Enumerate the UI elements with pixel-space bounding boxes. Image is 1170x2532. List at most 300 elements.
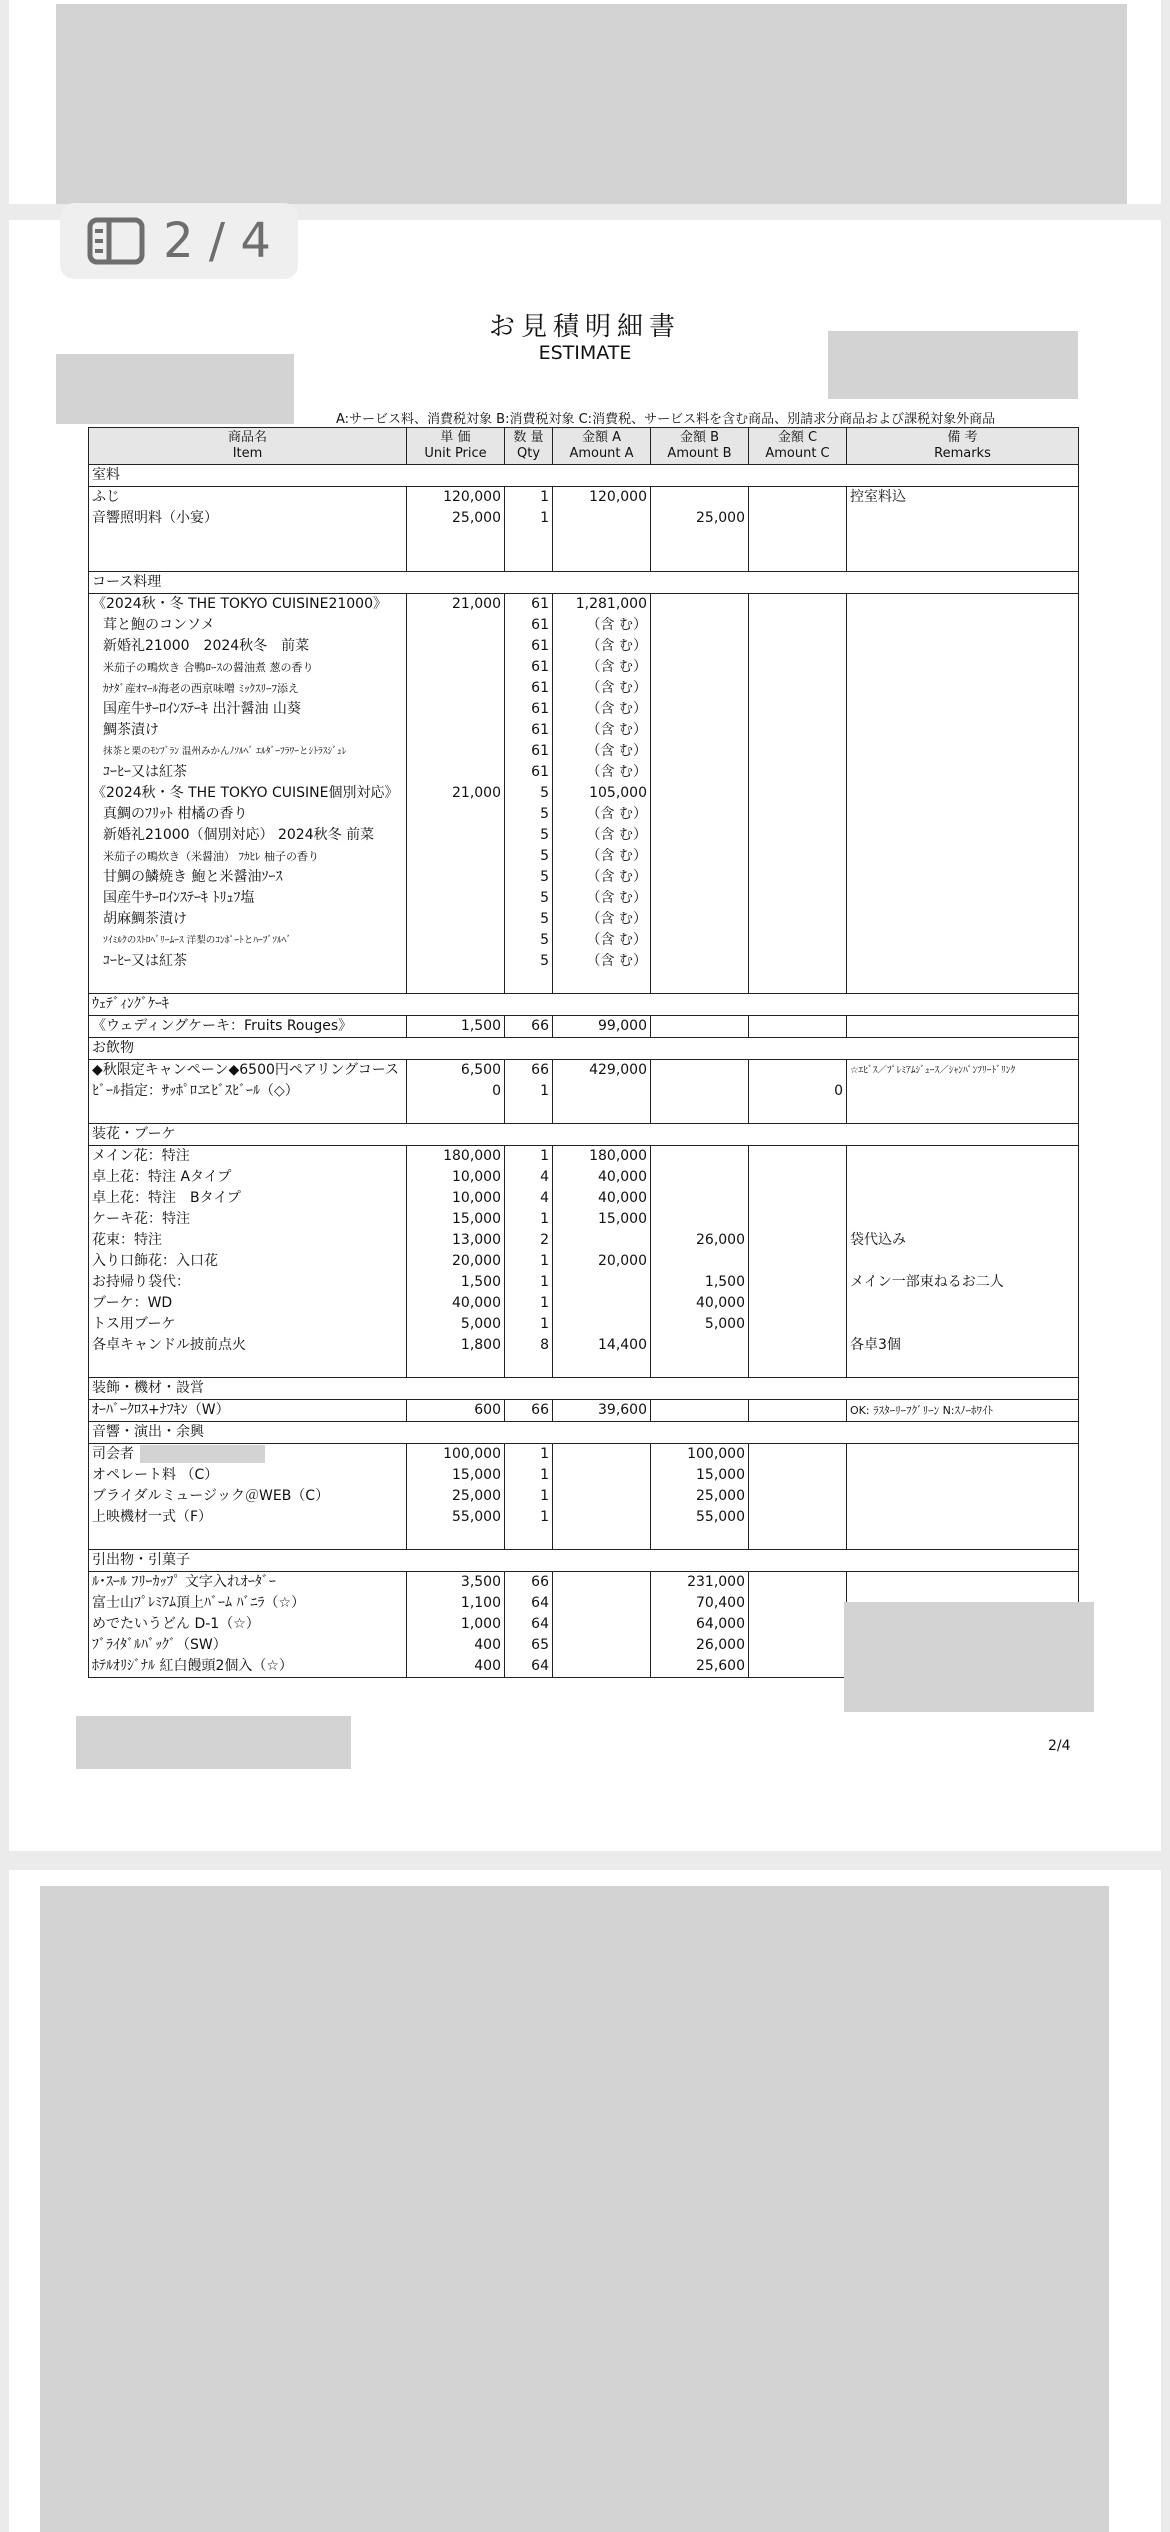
remarks-cell xyxy=(847,508,1079,529)
empty-cell xyxy=(749,1528,847,1550)
amount-b-cell xyxy=(651,657,749,678)
empty-cell xyxy=(505,1038,553,1060)
unit-price-text: 15,000 xyxy=(452,1211,501,1227)
amount-a-cell xyxy=(553,1486,651,1507)
table-row xyxy=(89,657,1079,678)
amount-b-cell xyxy=(651,1209,749,1230)
column-header-en: Amount C xyxy=(765,446,830,461)
qty-cell xyxy=(505,951,553,972)
empty-cell xyxy=(505,1102,553,1124)
item-cell xyxy=(89,1272,407,1293)
unit-price-cell xyxy=(407,1400,505,1422)
unit-price-cell xyxy=(407,1146,505,1168)
qty-cell xyxy=(505,1060,553,1082)
amount-a-cell xyxy=(553,1465,651,1486)
item-text: ﾌﾞﾗｲﾀﾞﾙﾊﾞｯｸﾞ（SW） xyxy=(92,1637,227,1653)
qty-text: 4 xyxy=(540,1169,549,1185)
item-text: ｺｰﾋｰ又は紅茶 xyxy=(103,764,187,780)
amount-c-cell xyxy=(749,951,847,972)
qty-cell xyxy=(505,1614,553,1635)
amount-a-cell xyxy=(553,1656,651,1678)
amount-c-cell xyxy=(749,1167,847,1188)
qty-text: 61 xyxy=(531,659,549,675)
qty-text: 1 xyxy=(540,1446,549,1462)
amount-c-cell xyxy=(749,1400,847,1422)
empty-cell xyxy=(407,994,505,1016)
section-title: コース料理 xyxy=(89,572,407,594)
item-cell xyxy=(89,1400,407,1422)
unit-price-cell xyxy=(407,783,505,804)
amount-a-text: （含 む） xyxy=(586,869,647,885)
remarks-cell xyxy=(847,867,1079,888)
amount-c-cell xyxy=(749,1314,847,1335)
amount-a-cell xyxy=(553,741,651,762)
section-header-row xyxy=(89,572,1079,594)
amount-a-text: （含 む） xyxy=(586,827,647,843)
empty-cell xyxy=(553,1550,651,1572)
qty-cell xyxy=(505,699,553,720)
item-cell xyxy=(89,909,407,930)
column-header-ja: 金額 C xyxy=(777,430,818,445)
amount-a-cell xyxy=(553,1507,651,1528)
remarks-cell xyxy=(847,762,1079,783)
unit-price-cell xyxy=(407,762,505,783)
remarks-cell xyxy=(847,594,1079,616)
redacted-block xyxy=(828,331,1078,399)
amount-a-cell xyxy=(553,888,651,909)
unit-price-text: 5,000 xyxy=(460,1316,501,1332)
empty-cell xyxy=(847,1356,1079,1378)
empty-cell xyxy=(505,1422,553,1444)
item-cell xyxy=(89,1593,407,1614)
item-text: 司会者 xyxy=(92,1446,134,1462)
amount-a-cell xyxy=(553,636,651,657)
empty-cell xyxy=(407,550,505,572)
amount-b-text: 26,000 xyxy=(696,1637,745,1653)
empty-cell xyxy=(847,1102,1079,1124)
amount-c-cell xyxy=(749,1016,847,1038)
item-cell xyxy=(89,699,407,720)
table-row xyxy=(89,741,1079,762)
amount-b-cell xyxy=(651,1314,749,1335)
item-text: ふじ xyxy=(92,489,120,505)
amount-b-cell xyxy=(651,1251,749,1272)
amount-c-cell xyxy=(749,1146,847,1168)
table-row xyxy=(89,804,1079,825)
item-text: 新婚礼21000（個別対応） 2024秋冬 前菜 xyxy=(103,827,375,843)
item-text: 鯛茶漬け xyxy=(103,722,159,738)
redacted-block xyxy=(76,1716,351,1769)
amount-a-text: 105,000 xyxy=(589,785,647,801)
empty-cell xyxy=(553,572,651,594)
amount-a-cell xyxy=(553,1335,651,1356)
amount-a-text: （含 む） xyxy=(586,932,647,948)
qty-cell xyxy=(505,1230,553,1251)
empty-cell xyxy=(553,994,651,1016)
amount-b-cell xyxy=(651,615,749,636)
amount-a-text: （含 む） xyxy=(586,638,647,654)
amount-a-cell xyxy=(553,1251,651,1272)
amount-b-cell xyxy=(651,1635,749,1656)
section-header-row xyxy=(89,1550,1079,1572)
table-row xyxy=(89,1272,1079,1293)
amount-b-cell xyxy=(651,594,749,616)
amount-a-cell xyxy=(553,678,651,699)
unit-price-cell xyxy=(407,804,505,825)
column-header xyxy=(505,428,553,465)
amount-b-cell xyxy=(651,762,749,783)
remarks-cell xyxy=(847,615,1079,636)
amount-b-text: 25,000 xyxy=(696,510,745,526)
amount-b-cell xyxy=(651,1486,749,1507)
empty-cell xyxy=(651,972,749,994)
amount-b-cell xyxy=(651,1593,749,1614)
amount-c-cell xyxy=(749,1293,847,1314)
amount-c-cell xyxy=(749,636,847,657)
amount-b-cell xyxy=(651,951,749,972)
amount-c-cell xyxy=(749,699,847,720)
item-text: オペレート料 （C） xyxy=(92,1467,219,1483)
unit-price-text: 15,000 xyxy=(452,1467,501,1483)
empty-cell xyxy=(89,1102,407,1124)
remarks-cell xyxy=(847,1572,1079,1594)
item-text: 抹茶と栗のﾓﾝﾌﾞﾗﾝ 温州みかんﾉｿﾙﾍﾞ ｴﾙﾀﾞｰﾌﾗﾜｰとｼﾄﾗｽｼﾞｭﾚ xyxy=(103,746,347,757)
qty-cell xyxy=(505,1465,553,1486)
empty-cell xyxy=(651,550,749,572)
qty-cell xyxy=(505,930,553,951)
item-cell xyxy=(89,678,407,699)
amount-c-cell xyxy=(749,678,847,699)
qty-text: 1 xyxy=(540,1467,549,1483)
empty-cell xyxy=(553,529,651,550)
amount-b-cell xyxy=(651,1444,749,1466)
qty-cell xyxy=(505,1335,553,1356)
qty-cell xyxy=(505,1251,553,1272)
table-row xyxy=(89,951,1079,972)
amount-a-text: （含 む） xyxy=(586,806,647,822)
qty-text: 1 xyxy=(540,1211,549,1227)
section-header-row xyxy=(89,1038,1079,1060)
section-header-row xyxy=(89,465,1079,487)
remarks-text: 各卓3個 xyxy=(850,1337,901,1353)
table-row xyxy=(89,1060,1079,1082)
amount-b-cell xyxy=(651,804,749,825)
amount-a-text: （含 む） xyxy=(586,722,647,738)
table-row xyxy=(89,678,1079,699)
qty-text: 61 xyxy=(531,596,549,612)
amount-b-cell xyxy=(651,1272,749,1293)
item-cell xyxy=(89,867,407,888)
item-text: 卓上花：特注 Aタイプ xyxy=(92,1169,232,1185)
empty-cell xyxy=(749,1038,847,1060)
qty-cell xyxy=(505,846,553,867)
qty-text: 64 xyxy=(531,1595,549,1611)
table-header xyxy=(89,428,1079,465)
item-cell xyxy=(89,825,407,846)
amount-a-cell xyxy=(553,487,651,509)
amount-c-cell xyxy=(749,804,847,825)
unit-price-cell xyxy=(407,1209,505,1230)
unit-price-cell xyxy=(407,1593,505,1614)
unit-price-cell xyxy=(407,1060,505,1082)
qty-text: 1 xyxy=(540,1488,549,1504)
qty-cell xyxy=(505,909,553,930)
table-row xyxy=(89,1146,1079,1168)
empty-cell xyxy=(89,1528,407,1550)
qty-cell xyxy=(505,657,553,678)
item-text: ｶﾅﾀﾞ産ｵﾏｰﾙ海老の西京味噌 ﾐｯｸｽﾘｰﾌ添え xyxy=(103,682,299,695)
amount-b-cell xyxy=(651,1188,749,1209)
item-text: 胡麻鯛茶漬け xyxy=(103,911,187,927)
amount-c-cell xyxy=(749,909,847,930)
column-header-en: Amount B xyxy=(667,446,732,461)
item-text: ブーケ：WD xyxy=(92,1295,173,1311)
amount-c-cell xyxy=(749,1209,847,1230)
remarks-cell xyxy=(847,657,1079,678)
table-row xyxy=(89,783,1079,804)
qty-cell xyxy=(505,678,553,699)
amount-a-text: （含 む） xyxy=(586,701,647,717)
remarks-cell xyxy=(847,1167,1079,1188)
remarks-cell xyxy=(847,1209,1079,1230)
unit-price-cell xyxy=(407,678,505,699)
amount-a-cell xyxy=(553,930,651,951)
qty-text: 1 xyxy=(540,1509,549,1525)
amount-a-cell xyxy=(553,615,651,636)
empty-cell xyxy=(407,1102,505,1124)
column-header-ja: 金額 B xyxy=(679,430,720,445)
table-row xyxy=(89,1230,1079,1251)
section-title: 音響・演出・余興 xyxy=(89,1422,407,1444)
qty-cell xyxy=(505,1486,553,1507)
amount-c-cell xyxy=(749,1060,847,1082)
remarks-cell xyxy=(847,909,1079,930)
item-cell xyxy=(89,783,407,804)
blank-row xyxy=(89,1356,1079,1378)
qty-cell xyxy=(505,1272,553,1293)
amount-b-cell xyxy=(651,1016,749,1038)
empty-cell xyxy=(847,550,1079,572)
empty-cell xyxy=(407,1356,505,1378)
remarks-cell xyxy=(847,1486,1079,1507)
empty-cell xyxy=(407,1124,505,1146)
unit-price-text: 180,000 xyxy=(443,1148,501,1164)
empty-cell xyxy=(847,972,1079,994)
empty-cell xyxy=(847,1550,1079,1572)
remarks-cell xyxy=(847,678,1079,699)
qty-text: 66 xyxy=(531,1018,549,1034)
qty-text: 61 xyxy=(531,617,549,633)
amount-b-cell xyxy=(651,909,749,930)
qty-cell xyxy=(505,1444,553,1466)
amount-a-text: 40,000 xyxy=(598,1190,647,1206)
remarks-cell xyxy=(847,1146,1079,1168)
unit-price-cell xyxy=(407,657,505,678)
table-row xyxy=(89,487,1079,509)
qty-cell xyxy=(505,508,553,529)
empty-cell xyxy=(553,1356,651,1378)
empty-cell xyxy=(847,529,1079,550)
amount-b-cell xyxy=(651,741,749,762)
qty-text: 65 xyxy=(531,1637,549,1653)
amount-b-text: 100,000 xyxy=(687,1446,745,1462)
column-header-ja: 備 考 xyxy=(947,430,978,445)
item-text: 米茄子の鴫炊き 合鴨ﾛｰｽの醤油煮 葱の香り xyxy=(103,661,314,674)
unit-price-cell xyxy=(407,741,505,762)
unit-price-cell xyxy=(407,1486,505,1507)
qty-cell xyxy=(505,1081,553,1102)
section-title: 室料 xyxy=(89,465,407,487)
unit-price-cell xyxy=(407,615,505,636)
qty-cell xyxy=(505,1167,553,1188)
amount-a-cell xyxy=(553,1081,651,1102)
item-cell xyxy=(89,1335,407,1356)
item-text: ｺｰﾋｰ又は紅茶 xyxy=(103,953,187,969)
amount-c-cell xyxy=(749,1465,847,1486)
item-cell xyxy=(89,1314,407,1335)
remarks-cell xyxy=(847,699,1079,720)
amount-b-cell xyxy=(651,720,749,741)
empty-cell xyxy=(553,1528,651,1550)
item-text: 花束：特注 xyxy=(92,1232,162,1248)
sidebar-icon xyxy=(87,217,145,265)
remarks-cell xyxy=(847,636,1079,657)
amount-b-cell xyxy=(651,1167,749,1188)
remarks-text: 控室料込 xyxy=(850,489,906,505)
amount-a-cell xyxy=(553,909,651,930)
qty-cell xyxy=(505,1593,553,1614)
redacted-block xyxy=(844,1602,1094,1712)
section-header-row xyxy=(89,1422,1079,1444)
amount-c-cell xyxy=(749,1507,847,1528)
amount-a-cell xyxy=(553,1572,651,1594)
qty-cell xyxy=(505,1293,553,1314)
unit-price-cell xyxy=(407,1465,505,1486)
unit-price-cell xyxy=(407,951,505,972)
table-row xyxy=(89,930,1079,951)
amount-a-cell xyxy=(553,657,651,678)
column-header xyxy=(651,428,749,465)
qty-cell xyxy=(505,825,553,846)
amount-c-cell xyxy=(749,867,847,888)
redacted-block xyxy=(40,1886,1109,2532)
table-row xyxy=(89,636,1079,657)
qty-cell xyxy=(505,1188,553,1209)
item-cell xyxy=(89,1081,407,1102)
amount-a-cell xyxy=(553,762,651,783)
blank-row xyxy=(89,550,1079,572)
qty-text: 5 xyxy=(540,911,549,927)
amount-c-cell xyxy=(749,825,847,846)
item-cell xyxy=(89,1251,407,1272)
empty-cell xyxy=(553,1422,651,1444)
page-indicator[interactable] xyxy=(60,203,298,279)
empty-cell xyxy=(749,465,847,487)
table-row xyxy=(89,508,1079,529)
table-row xyxy=(89,1016,1079,1038)
unit-price-cell xyxy=(407,888,505,909)
qty-text: 5 xyxy=(540,932,549,948)
empty-cell xyxy=(749,1124,847,1146)
amount-c-cell xyxy=(749,1188,847,1209)
item-text: 《2024秋・冬 THE TOKYO CUISINE個別対応》 xyxy=(92,785,399,801)
empty-cell xyxy=(651,1102,749,1124)
amount-a-text: 120,000 xyxy=(589,489,647,505)
remarks-cell xyxy=(847,951,1079,972)
empty-cell xyxy=(407,972,505,994)
empty-cell xyxy=(749,1422,847,1444)
remarks-text: ☆ｴﾋﾞｽ／ﾌﾟﾚﾐｱﾑｼﾞｭｰｽ／ｼｬﾝﾊﾟﾝﾌﾘｰﾄﾞﾘﾝｸ xyxy=(850,1065,1016,1076)
empty-cell xyxy=(89,972,407,994)
unit-price-text: 10,000 xyxy=(452,1169,501,1185)
item-text: めでたいうどん D-1（☆） xyxy=(92,1616,260,1632)
qty-cell xyxy=(505,1016,553,1038)
unit-price-cell xyxy=(407,720,505,741)
amount-a-cell xyxy=(553,1230,651,1251)
empty-cell xyxy=(505,550,553,572)
unit-price-text: 1,500 xyxy=(460,1018,501,1034)
amount-a-cell xyxy=(553,1314,651,1335)
section-title: 引出物・引菓子 xyxy=(89,1550,407,1572)
empty-cell xyxy=(505,1124,553,1146)
amount-c-cell xyxy=(749,1572,847,1594)
item-cell xyxy=(89,762,407,783)
qty-text: 5 xyxy=(540,827,549,843)
empty-cell xyxy=(407,1038,505,1060)
remarks-cell xyxy=(847,1507,1079,1528)
amount-b-cell xyxy=(651,930,749,951)
amount-b-cell xyxy=(651,1060,749,1082)
amount-a-text: 14,400 xyxy=(598,1337,647,1353)
section-title: 装飾・機材・設営 xyxy=(89,1378,407,1400)
remarks-cell xyxy=(847,783,1079,804)
amount-b-cell xyxy=(651,1081,749,1102)
amount-a-text: （含 む） xyxy=(586,743,647,759)
tax-legend: A:サービス料、消費税対象 B:消費税対象 C:消費税、サービス料を含む商品、別請求分商品および課税対象外商品 xyxy=(336,412,996,427)
remarks-cell xyxy=(847,1293,1079,1314)
amount-a-cell xyxy=(553,1400,651,1422)
amount-c-cell xyxy=(749,487,847,509)
amount-b-cell xyxy=(651,825,749,846)
amount-a-text: （含 む） xyxy=(586,911,647,927)
estimate-table xyxy=(88,427,1079,1678)
amount-b-text: 1,500 xyxy=(704,1274,745,1290)
amount-a-cell xyxy=(553,867,651,888)
remarks-cell xyxy=(847,1335,1079,1356)
table-row xyxy=(89,1444,1079,1466)
unit-price-cell xyxy=(407,1272,505,1293)
remarks-cell xyxy=(847,1188,1079,1209)
column-header-ja: 数 量 xyxy=(513,430,544,445)
amount-b-cell xyxy=(651,1465,749,1486)
item-text: ケーキ花：特注 xyxy=(92,1211,190,1227)
unit-price-cell xyxy=(407,1314,505,1335)
column-header-en: Unit Price xyxy=(424,446,487,461)
item-text: ◆秋限定キャンペーン◆6500円ペアリングコース xyxy=(92,1062,400,1078)
empty-cell xyxy=(505,572,553,594)
empty-cell xyxy=(847,1378,1079,1400)
table-row xyxy=(89,615,1079,636)
redacted-block xyxy=(56,354,294,424)
empty-cell xyxy=(651,1356,749,1378)
amount-a-text: 40,000 xyxy=(598,1169,647,1185)
table-row xyxy=(89,1188,1079,1209)
amount-a-cell xyxy=(553,1016,651,1038)
item-cell xyxy=(89,1016,407,1038)
remarks-cell xyxy=(847,1272,1079,1293)
item-cell xyxy=(89,846,407,867)
qty-text: 5 xyxy=(540,869,549,885)
